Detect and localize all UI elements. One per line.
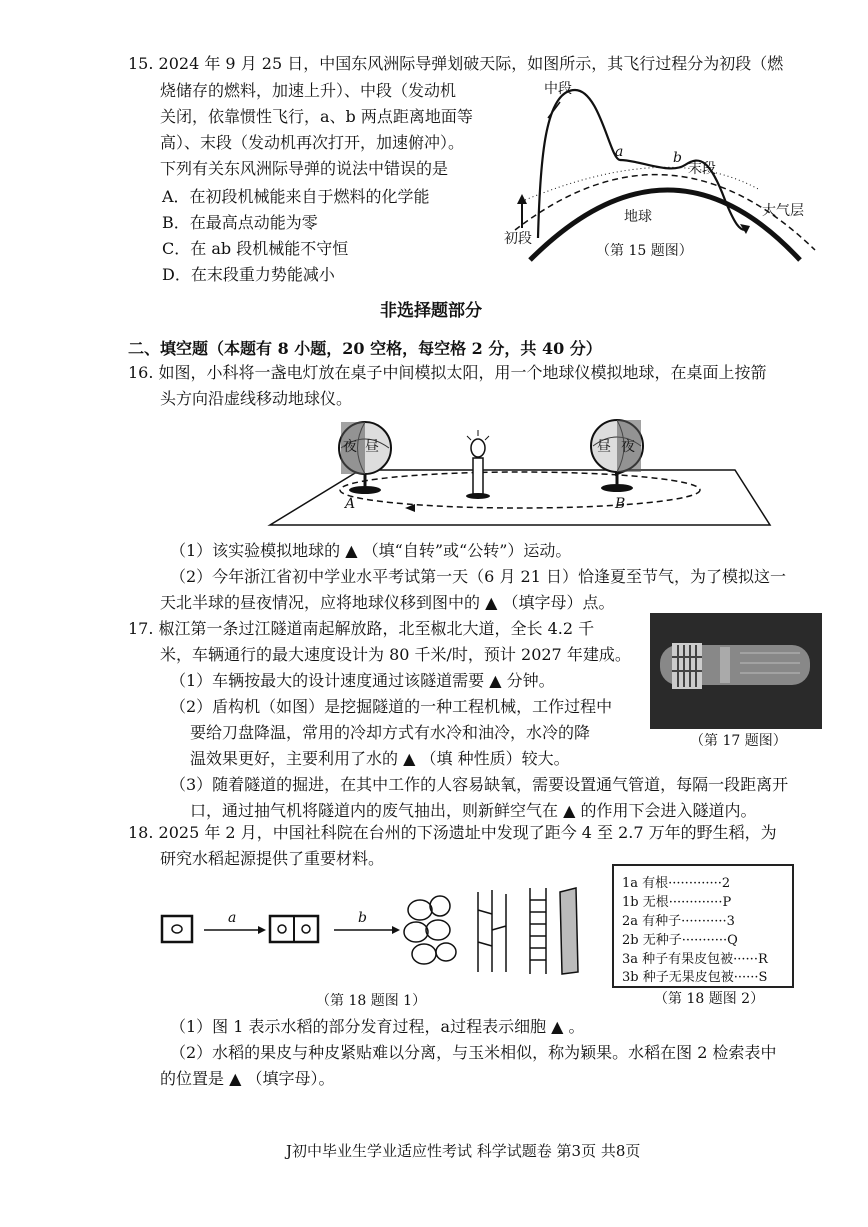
point-b-label: B xyxy=(615,496,626,512)
q17-sub1: （1）车辆按最大的设计速度通过该隧道需要 ▲ 分钟。 xyxy=(170,671,555,690)
rice-development-figure xyxy=(158,880,598,980)
arrow-b-label: b xyxy=(358,910,367,926)
key-row-3a: 3a 种子有果皮包被······R xyxy=(622,952,768,967)
q18-sub2-line1: （2）水稻的果皮与种皮紧贴难以分离，与玉米相似，称为颖果。水稻在图 2 检索表中 xyxy=(170,1043,777,1062)
q18-figure1-caption: （第 18 题图 1） xyxy=(316,993,427,1009)
vessel-tissue xyxy=(530,888,546,974)
q17-sub2-line3: 温效果更好，主要利用了水的 ▲ （填 种性质）较大。 xyxy=(190,749,570,768)
right-globe-night: 夜 xyxy=(621,439,635,455)
left-globe-night: 夜 xyxy=(343,439,357,455)
q15-line-3: 关闭，依靠惯性飞行，a、b 两点距离地面等 xyxy=(160,107,473,126)
key-row-1b: 1b 无根·············P xyxy=(622,895,732,910)
label-point-b: b xyxy=(673,150,682,166)
key-row-2a: 2a 有种子···········3 xyxy=(622,914,735,929)
section-header: 二、填空题（本题有 8 小题，20 空格，每空格 2 分，共 40 分） xyxy=(128,339,602,358)
tunnel-boring-machine-photo xyxy=(650,613,822,729)
arrow-a-label: a xyxy=(228,910,237,926)
label-atmosphere: 大气层 xyxy=(762,203,804,219)
q17-line-2: 米，车辆通行的最大速度设计为 80 千米/时，预计 2027 年建成。 xyxy=(160,645,631,664)
q15-figure-caption: （第 15 题图） xyxy=(596,243,693,259)
orbit-path xyxy=(340,472,700,508)
q18-figure2-caption: （第 18 题图 2） xyxy=(654,991,765,1007)
label-mid-stage: 中段 xyxy=(544,81,572,97)
q16-line-2: 头方向沿虚线移动地球仪。 xyxy=(160,389,353,408)
q15-option-b: B．在最高点动能为零 xyxy=(162,213,318,232)
q16-sub2-line2: 天北半球的昼夜情况，应将地球仪移到图中的 ▲ （填字母）点。 xyxy=(160,593,615,612)
key-row-3b: 3b 种子无果皮包被······S xyxy=(622,970,768,985)
q15-option-d: D．在末段重力势能减小 xyxy=(162,265,335,284)
key-row-1a: 1a 有根·············2 xyxy=(622,876,731,891)
q15-option-a: A．在初段机械能来自于燃料的化学能 xyxy=(162,187,430,206)
key-row-2b: 2b 无种子···········Q xyxy=(622,933,738,948)
label-end-stage: 末段 xyxy=(688,161,716,177)
right-globe-day: 昼 xyxy=(597,439,611,455)
label-point-a: a xyxy=(615,144,624,160)
classification-key-box xyxy=(612,864,794,988)
globe-orbit-figure xyxy=(265,410,785,530)
q18-sub2-line2: 的位置是 ▲ （填字母）。 xyxy=(160,1069,335,1088)
equal-height-dotted-line xyxy=(525,167,760,200)
lamp-stand xyxy=(473,458,483,494)
elongated-tissue xyxy=(478,890,506,972)
label-start-stage: 初段 xyxy=(504,231,532,247)
page-footer: J初中毕业生学业适应性考试 科学试题卷 第3页 共8页 xyxy=(286,1142,641,1160)
q17-figure-caption: （第 17 题图） xyxy=(690,733,787,749)
q17-sub3-line1: （3）随着隧道的掘进，在其中工作的人容易缺氧，需要设置通气管道，每隔一段距离开 xyxy=(170,775,789,794)
q17-line-1: 17. 椒江第一条过江隧道南起解放路，北至椒北大道，全长 4.2 千 xyxy=(128,619,595,638)
dotted-tissue xyxy=(560,888,578,974)
point-a-label: A xyxy=(345,496,356,512)
tissue-cells xyxy=(404,896,456,964)
q16-sub1: （1）该实验模拟地球的 ▲ （填“自转”或“公转”）运动。 xyxy=(170,541,572,560)
left-globe-day: 昼 xyxy=(365,439,379,455)
q16-line-1: 16. 如图，小科将一盏电灯放在桌子中间模拟太阳，用一个地球仪模拟地球，在桌面上按箭 xyxy=(128,363,767,382)
q18-sub1: （1）图 1 表示水稻的部分发育过程，a过程表示细胞 ▲ 。 xyxy=(170,1017,585,1036)
q15-line-4: 高）、末段（发动机再次打开，加速俯冲）。 xyxy=(160,133,465,152)
q18-line-1: 18. 2025 年 2 月，中国社科院在台州的下汤遗址中发现了距今 4 至 2.7 万年的野生稻，为 xyxy=(128,823,777,842)
single-cell xyxy=(162,916,192,942)
q18-line-2: 研究水稻起源提供了重要材料。 xyxy=(160,849,385,868)
q15-line-2: 烧储存的燃料，加速上升）、中段（发动机 xyxy=(160,81,457,100)
q17-sub3-line2: 口，通过抽气机将隧道内的废气抽出，则新鲜空气在 ▲ 的作用下会进入隧道内。 xyxy=(190,801,757,820)
section-title: 非选择题部分 xyxy=(380,301,482,321)
q15-option-c: C．在 ab 段机械能不守恒 xyxy=(162,239,349,258)
q17-sub2-line2: 要给刀盘降温，常用的冷却方式有水冷和油冷，水冷的降 xyxy=(190,723,591,742)
q15-line-1: 15. 2024 年 9 月 25 日，中国东风洲际导弹划破天际，如图所示，其飞行过程分为初段（燃 xyxy=(128,54,784,73)
label-earth: 地球 xyxy=(624,209,652,225)
q15-line-5: 下列有关东风洲际导弹的说法中错误的是 xyxy=(160,159,449,178)
q16-sub2-line1: （2）今年浙江省初中学业水平考试第一天（6 月 21 日）恰逢夏至节气，为了模拟这一 xyxy=(170,567,786,586)
q17-sub2-line1: （2）盾构机（如图）是挖掘隧道的一种工程机械，工作过程中 xyxy=(170,697,613,716)
lamp-bulb xyxy=(471,439,485,457)
